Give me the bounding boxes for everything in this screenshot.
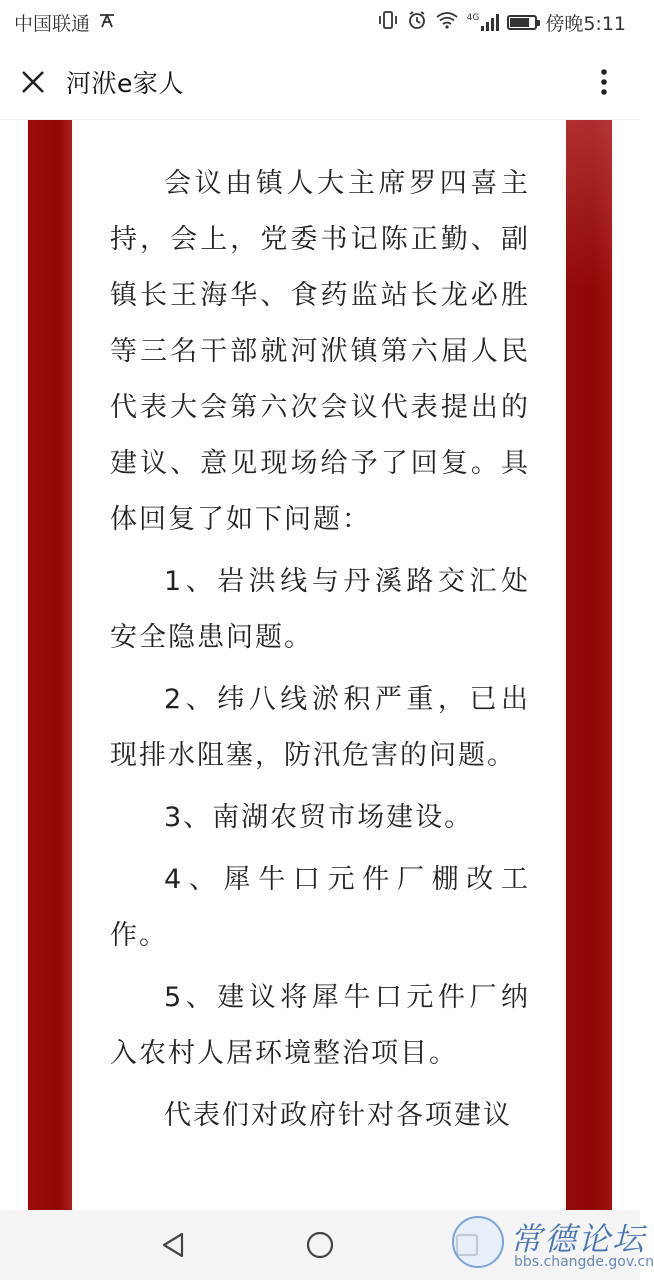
- home-circle-icon: [305, 1230, 335, 1260]
- status-left: [14, 9, 116, 36]
- status-right: [377, 9, 626, 36]
- article-body: [110, 156, 530, 1150]
- status-bar: [0, 0, 640, 44]
- clock-label: 傍晚5:11: [545, 12, 626, 35]
- alarm-icon: [407, 10, 427, 34]
- forum-seal-icon: [452, 1216, 504, 1268]
- article-content[interactable]: [0, 120, 640, 1210]
- pinyin-ime-icon: [98, 11, 116, 33]
- watermark-title: 常德论坛: [510, 1220, 647, 1258]
- more-button[interactable]: [584, 64, 624, 100]
- article-paragraph: 4、犀牛口元件厂棚改工作。: [110, 864, 530, 951]
- decorative-border-right: [566, 120, 612, 1210]
- back-triangle-icon: [160, 1231, 186, 1259]
- forum-watermark: [448, 1212, 654, 1278]
- article-paragraph: 5、建议将犀牛口元件厂纳入农村人居环境整治项目。: [110, 982, 530, 1069]
- carrier-label: 中国联通: [14, 12, 91, 35]
- back-button[interactable]: [143, 1215, 203, 1275]
- article-paragraph: 3、南湖农贸市场建设。: [164, 802, 474, 833]
- article-paragraph: 1、岩洪线与丹溪路交汇处安全隐患问题。: [110, 566, 530, 653]
- network-type-label: 4G: [466, 13, 480, 23]
- battery-icon: [507, 15, 537, 30]
- close-icon: [20, 69, 46, 95]
- article-paragraph: 代表们对政府针对各项建议: [164, 1100, 512, 1131]
- home-button[interactable]: [290, 1215, 350, 1275]
- vibrate-icon: [377, 10, 399, 34]
- article-paragraph: 会议由镇人大主席罗四喜主持，会上，党委书记陈正勤、副镇长王海华、食药监站长龙必胜等三名干部就河洑镇第六届人民代表大会第六次会议代表提出的建议、意见现场给予了回复。具体回复了如下问题：: [110, 168, 530, 535]
- battery-level-fill: [510, 18, 529, 27]
- decorative-border-left: [28, 120, 72, 1210]
- watermark-url: bbs.changde.gov.cn: [514, 1254, 654, 1270]
- signal-icon: [467, 13, 500, 31]
- close-button[interactable]: [0, 44, 66, 120]
- article-paragraph: 2、纬八线淤积严重，已出现排水阻塞，防汛危害的问题。: [110, 684, 530, 771]
- page-title: 河洑e家人: [66, 68, 184, 98]
- title-bar: [0, 44, 640, 120]
- wifi-icon: [435, 11, 459, 33]
- more-vertical-icon: [600, 67, 608, 97]
